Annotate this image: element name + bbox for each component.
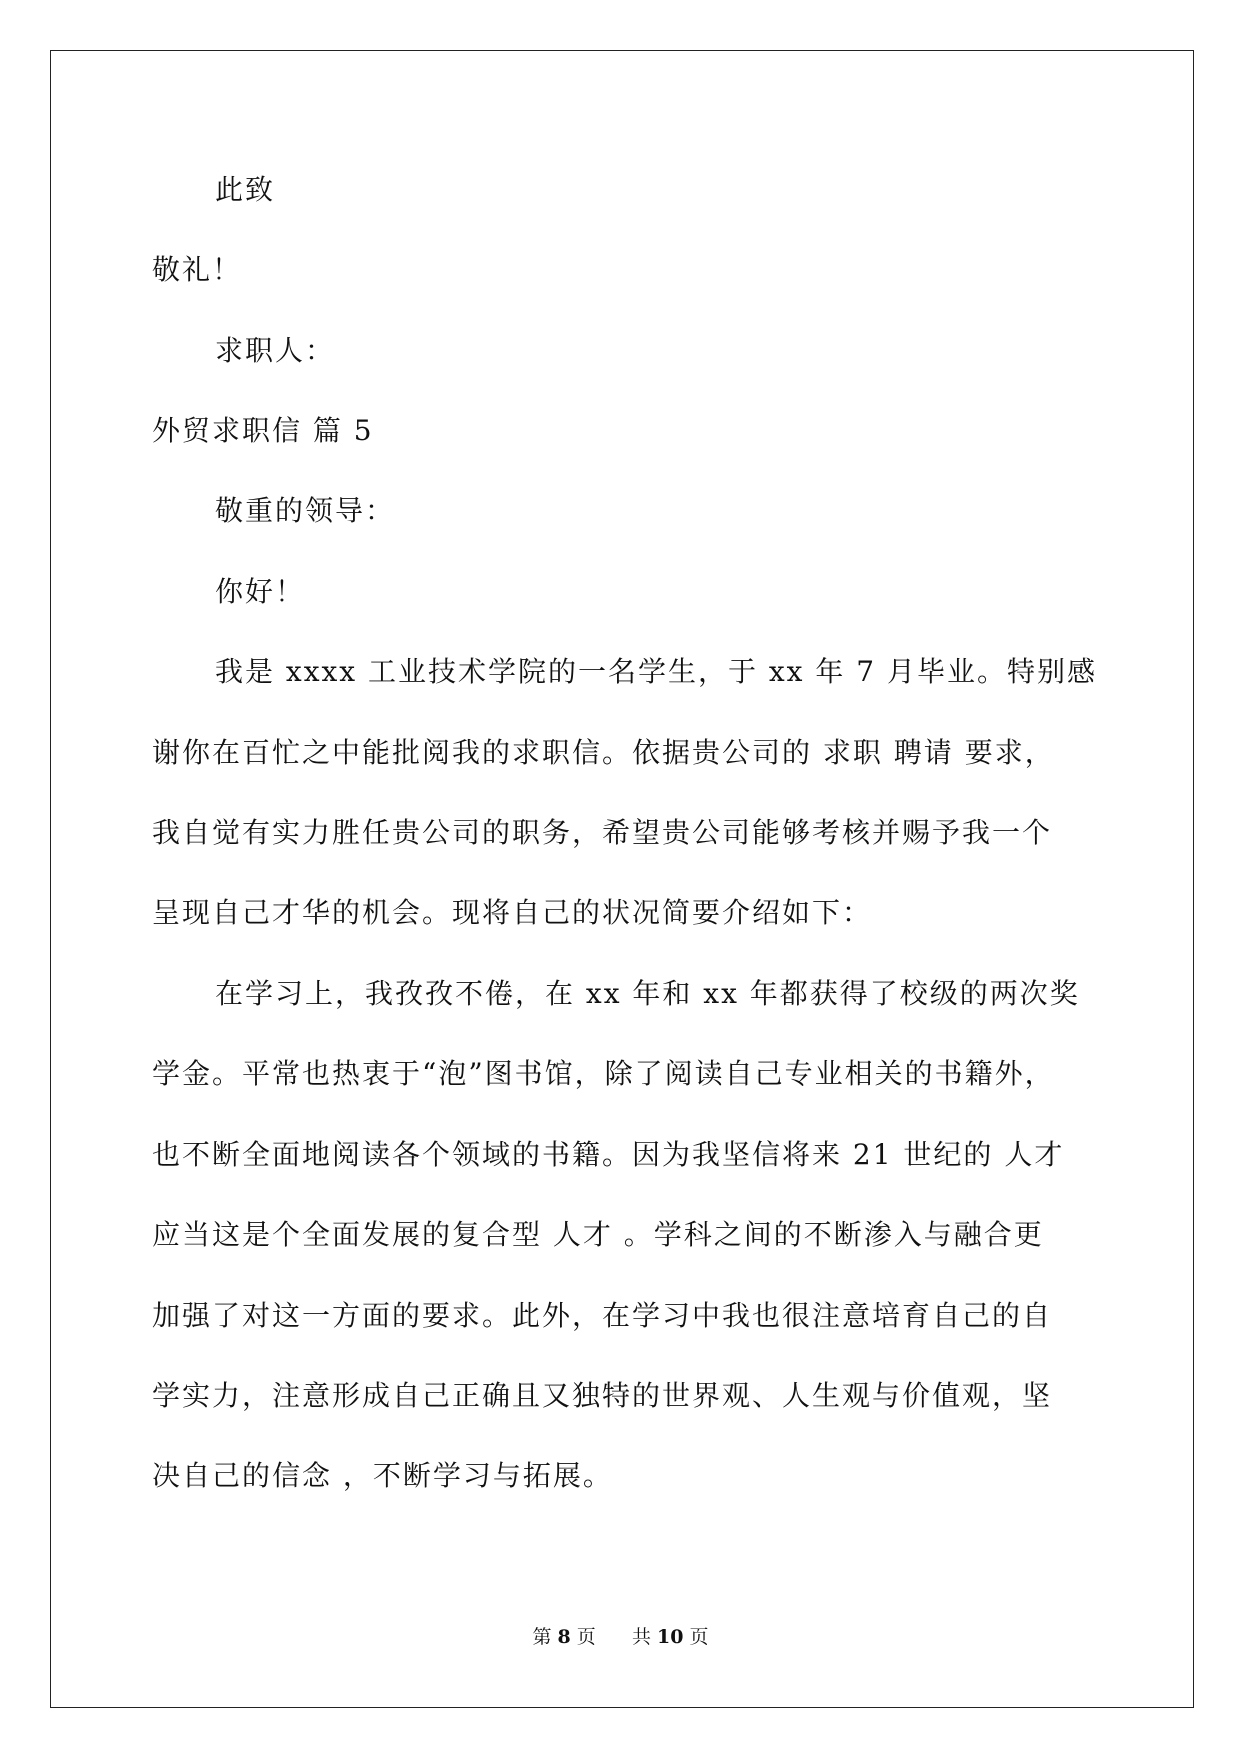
greeting-line: 敬重的领导： <box>215 494 396 527</box>
paragraph-line: 学实力，注意形成自己正确且又独特的世界观、人生观与价值观，坚 <box>152 1379 1053 1412</box>
total-count: 10 <box>656 1626 684 1648</box>
paragraph-line: 学金。平常也热衷于“泡”图书馆，除了阅读自己专业相关的书籍外， <box>152 1057 1055 1090</box>
paragraph-line: 我自觉有实力胜任贵公司的职务，希望贵公司能够考核并赐予我一个 <box>152 816 1053 849</box>
page-prefix: 第 <box>532 1626 552 1648</box>
greeting-line-2: 你好！ <box>215 575 306 608</box>
total-prefix: 共 <box>631 1626 651 1648</box>
section-heading: 外贸求职信 篇 5 <box>152 414 374 447</box>
salutation-line: 敬礼！ <box>152 253 243 286</box>
page-number <box>530 1626 599 1648</box>
paragraph-line: 我是 xxxx 工业技术学院的一名学生，于 xx 年 7 月毕业。特别感 <box>215 655 1097 688</box>
paragraph-line: 加强了对这一方面的要求。此外，在学习中我也很注意培育自己的自 <box>152 1299 1053 1332</box>
paragraph-line: 应当这是个全面发展的复合型 人才 。学科之间的不断渗入与融合更 <box>152 1218 1044 1251</box>
closing-line: 此致 <box>215 173 276 206</box>
page-current: 8 <box>557 1626 571 1648</box>
paragraph-line: 在学习上，我孜孜不倦，在 xx 年和 xx 年都获得了校级的两次奖 <box>215 977 1080 1010</box>
paragraph-line: 决自己的信念 ，不断学习与拓展。 <box>152 1459 613 1492</box>
paragraph-line: 谢你在百忙之中能批阅我的求职信。依据贵公司的 求职 聘请 要求， <box>152 736 1055 769</box>
paragraph-line: 呈现自己才华的机会。现将自己的状况简要介绍如下： <box>152 896 873 929</box>
total-suffix: 页 <box>689 1626 709 1648</box>
signature-line: 求职人： <box>215 334 336 367</box>
paragraph-line: 也不断全面地阅读各个领域的书籍。因为我坚信将来 21 世纪的 人才 <box>152 1138 1065 1171</box>
page-footer <box>0 1625 1241 1649</box>
page-suffix: 页 <box>576 1626 596 1648</box>
total-pages <box>629 1626 711 1648</box>
